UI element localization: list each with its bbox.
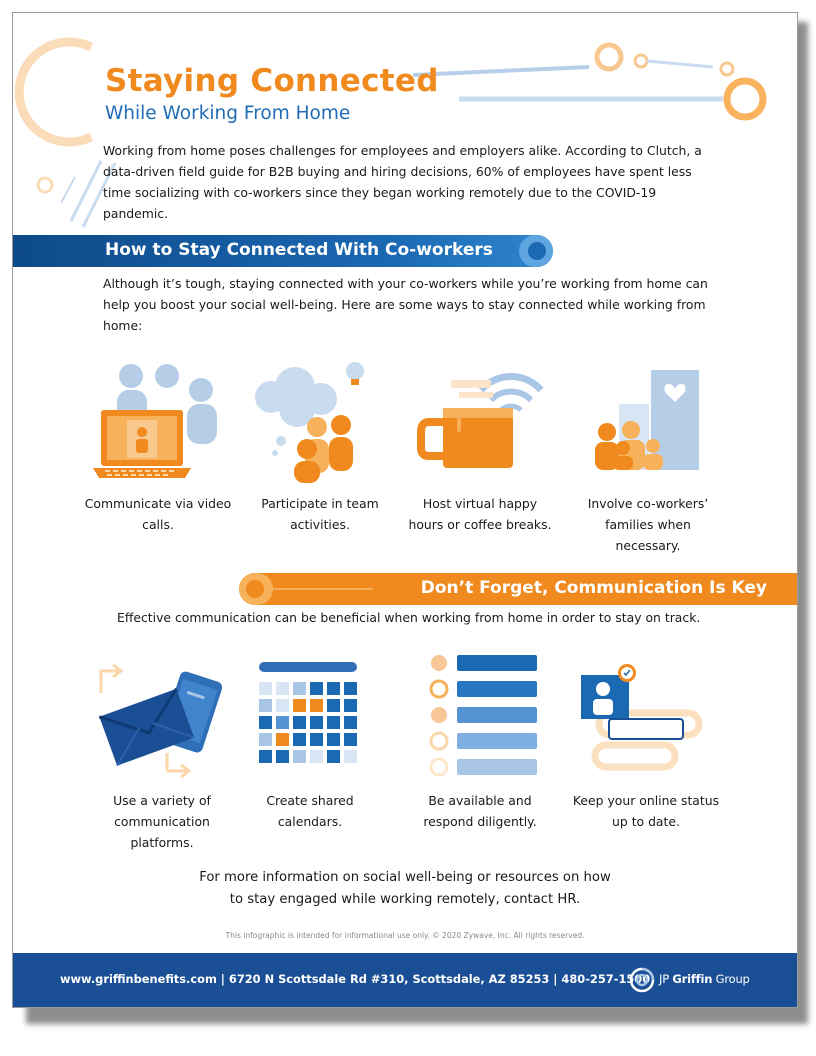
calendar-cell bbox=[327, 699, 340, 712]
calendar-cell bbox=[310, 682, 323, 695]
envelope-phone-icon bbox=[97, 653, 227, 783]
team-activities-icon bbox=[249, 353, 379, 483]
closing-wrap bbox=[13, 867, 797, 911]
online-status-icon bbox=[579, 663, 709, 773]
banner-cap-inner bbox=[528, 242, 546, 260]
brand-prefix: JP bbox=[659, 972, 673, 986]
calendar-cell bbox=[327, 750, 340, 763]
intro-paragraph: Working from home poses challenges for employees and employers alike. According to Clutch, a data-driven field guide for B2B buying and hiring decisions, 60% of employees have spent less time socializing with co-workers since they began working remotely due to the COVID-19 pandemic. bbox=[103, 143, 702, 221]
calendar-cell bbox=[276, 699, 289, 712]
page-subtitle: While Working From Home bbox=[105, 103, 351, 124]
calendar-cell bbox=[276, 716, 289, 729]
calendar-cell bbox=[259, 699, 272, 712]
calendar-cell bbox=[327, 733, 340, 746]
calendar-cell bbox=[293, 733, 306, 746]
calendar-cell bbox=[276, 733, 289, 746]
calendar-cell bbox=[344, 733, 357, 746]
section1-body: Although it’s tough, staying connected with your co-workers while you’re working from home can help you boost your social well-being. Here are some ways to stay connected while working from home: bbox=[103, 276, 708, 333]
section2-body: Effective communication can be beneficial when working from home in order to stay on track. bbox=[117, 610, 701, 625]
banner-cap-inner bbox=[246, 580, 264, 598]
calendar-cell bbox=[259, 733, 272, 746]
calendar-cell bbox=[259, 682, 272, 695]
brand-suffix: Group bbox=[712, 972, 750, 986]
calendar-cell bbox=[344, 750, 357, 763]
brand-bold: Griffin bbox=[672, 972, 713, 986]
caption-happy-hours: Host virtual happy hours or coffee breaks. bbox=[408, 496, 552, 532]
caption-families: Involve co-workers’ families when necessary. bbox=[587, 496, 709, 553]
calendar-cell bbox=[310, 750, 323, 763]
caption-calendars: Create shared calendars. bbox=[266, 793, 354, 829]
calendar-cell bbox=[310, 699, 323, 712]
calendar-cell bbox=[259, 716, 272, 729]
coffee-mug-wifi-icon bbox=[417, 358, 547, 478]
calendar-cell bbox=[276, 682, 289, 695]
footer-contact: www.griffinbenefits.com | 6720 N Scottsdale Rd #310, Scottsdale, AZ 85253 | 480-257-1500 bbox=[60, 972, 651, 986]
calendar-cell bbox=[327, 682, 340, 695]
calendar-cell bbox=[344, 682, 357, 695]
calendar-cell bbox=[293, 750, 306, 763]
calendar-cell bbox=[293, 716, 306, 729]
footer-bar bbox=[13, 953, 797, 1007]
closing-text: For more information on social well-being or resources on how to stay engaged while working remotely, contact HR. bbox=[199, 870, 611, 907]
calendar-cell bbox=[293, 682, 306, 695]
calendar-cell bbox=[344, 699, 357, 712]
disclaimer: This infographic is intended for informational use only. © 2020 Zywave, Inc. All rights reserved. bbox=[225, 931, 585, 940]
caption-available: Be available and respond diligently. bbox=[423, 793, 537, 829]
video-call-icon bbox=[93, 358, 223, 478]
banner-line bbox=[273, 588, 373, 590]
caption-platforms: Use a variety of communication platforms. bbox=[113, 793, 211, 850]
caption-status: Keep your online status up to date. bbox=[572, 793, 720, 829]
jp-griffin-logo-icon bbox=[629, 967, 655, 993]
calendar-icon bbox=[255, 658, 365, 768]
section2-banner bbox=[239, 573, 797, 605]
calendar-cell bbox=[344, 716, 357, 729]
calendar-cell bbox=[310, 716, 323, 729]
document-page bbox=[12, 12, 798, 1008]
calendar-cell bbox=[259, 750, 272, 763]
family-icon bbox=[583, 358, 713, 478]
page-title: Staying Connected bbox=[105, 63, 439, 99]
calendar-cell bbox=[276, 750, 289, 763]
section1-banner bbox=[13, 235, 553, 267]
section1-heading: How to Stay Connected With Co-workers bbox=[105, 240, 493, 260]
calendar-cell bbox=[310, 733, 323, 746]
caption-team-activities: Participate in team activities. bbox=[261, 496, 379, 532]
caption-video-calls: Communicate via video calls. bbox=[84, 496, 232, 532]
section2-heading: Don’t Forget, Communication Is Key bbox=[420, 578, 767, 598]
calendar-cell bbox=[293, 699, 306, 712]
calendar-cell bbox=[327, 716, 340, 729]
footer-brand bbox=[659, 972, 750, 986]
checklist-icon bbox=[425, 655, 555, 780]
